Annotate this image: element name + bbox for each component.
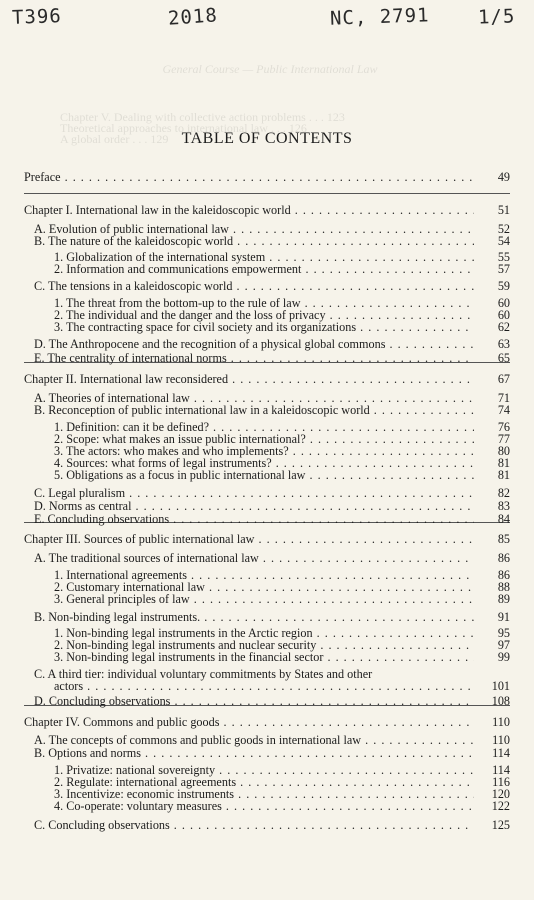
bleed-line: A global order . . . 129 (60, 132, 169, 146)
toc-page-number: 65 (497, 351, 510, 365)
toc-entry (24, 746, 510, 760)
toc-entry (24, 694, 510, 708)
toc-page-number: 77 (497, 432, 510, 446)
toc-entry (24, 468, 510, 482)
toc-page-number: 95 (497, 626, 510, 640)
toc-page-number: 67 (497, 372, 510, 386)
toc-page-number: 99 (497, 650, 510, 664)
toc-entry (24, 351, 510, 365)
toc-page-number: 76 (497, 420, 510, 434)
toc-page-number: 81 (497, 468, 510, 482)
toc-page-number: 55 (497, 250, 510, 264)
toc-entry-title: 1. Definition: can it be defined? . . . (24, 420, 474, 434)
toc-entry (24, 818, 510, 832)
toc-page-number: 101 (491, 679, 510, 693)
toc-entry-title: D. The Anthropocene and the recognition of a physical global commons . . . (24, 337, 474, 351)
toc-page-number: 110 (492, 733, 510, 747)
toc-entry-title: Preface . . . (24, 170, 474, 184)
bleed-through-header: General Course — Public International Law (162, 62, 378, 76)
toc-page-number: 52 (497, 222, 510, 236)
toc-entry-title: Chapter I. International law in the kaleidoscopic world . . . (24, 203, 474, 217)
toc-entry-title: 1. International agreements . . . (24, 568, 474, 582)
toc-entry-title: C. The tensions in a kaleidoscopic world . . . (24, 279, 474, 293)
toc-page-number: 122 (491, 799, 510, 813)
toc-page-number: 59 (497, 279, 510, 293)
toc-entry-title: A. Theories of international law . . . (24, 391, 474, 405)
toc-page-number: 97 (497, 638, 510, 652)
toc-entry (24, 499, 510, 513)
toc-entry-title: A. Evolution of public international law . . . (24, 222, 474, 236)
toc-entry-title: 3. Non-binding legal instruments in the financial sector . . . (24, 650, 474, 664)
toc-page-number: 125 (491, 818, 510, 832)
toc-page-number: 108 (491, 694, 510, 708)
toc-page-number: 54 (497, 234, 510, 248)
toc-entry-title: B. The nature of the kaleidoscopic world . . . (24, 234, 474, 248)
toc-entry-title: B. Options and norms . . . (24, 746, 474, 760)
toc-entry (24, 799, 510, 813)
toc-chapter-entry (24, 170, 510, 184)
toc-page-number: 86 (497, 568, 510, 582)
toc-page-number: 60 (497, 308, 510, 322)
toc-page-number: 89 (497, 592, 510, 606)
toc-page-number: 71 (497, 391, 510, 405)
toc-page-number: 85 (497, 532, 510, 546)
toc-entry (24, 279, 510, 293)
toc-page-number: 63 (497, 337, 510, 351)
toc-entry (24, 650, 510, 664)
handwritten-reference: NC, 2791 (329, 4, 430, 30)
toc-page-number: 60 (497, 296, 510, 310)
toc-entry-title: 1. Privatize: national sovereignty . . . (24, 763, 474, 777)
toc-page-number: 74 (497, 403, 510, 417)
toc-entry-title: 2. The individual and the danger and the loss of privacy . . . (24, 308, 474, 322)
page-title: TABLE OF CONTENTS (181, 130, 353, 147)
toc-page-number: 81 (497, 456, 510, 470)
toc-entry-title: 3. General principles of law . . . (24, 592, 474, 606)
toc-entry (24, 403, 510, 417)
toc-entry-title: 2. Non-binding legal instruments and nuclear security . . . (24, 638, 474, 652)
toc-entry-title: C. Concluding observations . . . (24, 818, 474, 832)
toc-page-number: 114 (492, 746, 510, 760)
toc-entry-title: D. Concluding observations . . . (24, 694, 474, 708)
toc-entry-title: 4. Co-operate: voluntary measures . . . (24, 799, 474, 813)
toc-page-number: 116 (492, 775, 510, 789)
toc-page-number: 49 (497, 170, 510, 184)
toc-entry-title: 1. The threat from the bottom-up to the rule of law . . . (24, 296, 474, 310)
toc-entry-title: A. The traditional sources of international law . . . (24, 551, 474, 565)
toc-entry-title: B. Non-binding legal instruments. . . . (24, 610, 474, 624)
toc-entry-title: D. Norms as central . . . (24, 499, 474, 513)
toc-entry-title: 2. Customary international law . . . (24, 580, 474, 594)
toc-entry-title: Chapter IV. Commons and public goods . . . (24, 715, 474, 729)
toc-entry-title: Chapter II. International law reconsidered . . . (24, 372, 474, 386)
toc-entry-title: 3. Incentivize: economic instruments . . . (24, 787, 474, 801)
toc-page-number: 82 (497, 486, 510, 500)
toc-entry-title: 2. Regulate: international agreements . . . (24, 775, 474, 789)
handwritten-shelf-mark: T396 (11, 5, 63, 29)
toc-entry-title: 4. Sources: what forms of legal instruments? . . . (24, 456, 474, 470)
toc-entry-title: actors . . . (24, 679, 474, 693)
toc-entry (24, 733, 510, 747)
toc-entry (24, 679, 510, 693)
toc-entry-title: C. A third tier: individual voluntary commitments by States and other (34, 667, 373, 681)
toc-page-number: 84 (497, 512, 510, 526)
toc-entry (24, 512, 510, 526)
handwritten-volume: 1/5 (477, 5, 516, 29)
toc-page-number: 110 (492, 715, 510, 729)
toc-chapter-entry (24, 203, 510, 217)
toc-entry-title: 3. The contracting space for civil society and its organizations . . . (24, 320, 474, 334)
toc-entry (24, 486, 510, 500)
toc-page-number: 51 (497, 203, 510, 217)
toc-chapter-entry (24, 372, 510, 386)
toc-entry-title: B. Reconception of public international law in a kaleidoscopic world . . . (24, 403, 474, 417)
toc-page-number: 83 (497, 499, 510, 513)
toc-entry (24, 551, 510, 565)
bleed-line: Chapter V. Dealing with collective action problems . . . 123 (60, 110, 345, 124)
toc-entry-title: Chapter III. Sources of public international law . . . (24, 532, 474, 546)
toc-chapter-entry (24, 715, 510, 729)
toc-page-number: 88 (497, 580, 510, 594)
toc-entry (24, 610, 510, 624)
toc-entry-title: 1. Non-binding legal instruments in the Arctic region . . . (24, 626, 474, 640)
toc-entry-title: E. Concluding observations . . . (24, 512, 474, 526)
toc-entry (24, 262, 510, 276)
toc-page-number: 114 (492, 763, 510, 777)
toc-entry-title: 5. Obligations as a focus in public international law . . . (24, 468, 474, 482)
toc-page-number: 57 (497, 262, 510, 276)
toc-entry (24, 320, 510, 334)
toc-entry (24, 234, 510, 248)
toc-entry-title: A. The concepts of commons and public goods in international law . . . (24, 733, 474, 747)
toc-page-number: 91 (497, 610, 510, 624)
toc-entry (24, 592, 510, 606)
toc-page-number: 62 (497, 320, 510, 334)
toc-entry-title: C. Legal pluralism . . . (24, 486, 474, 500)
toc-entry-title: 2. Scope: what makes an issue public international? . . . (24, 432, 474, 446)
toc-page-number: 80 (497, 444, 510, 458)
bleed-line: Theoretical approaches to international law . . . 126 (60, 121, 307, 135)
handwritten-year: 2018 (167, 4, 219, 30)
toc-entry (24, 337, 510, 351)
toc-chapter-entry (24, 532, 510, 546)
toc-page-number: 86 (497, 551, 510, 565)
toc-entry-title: E. The centrality of international norms . . . (24, 351, 474, 365)
toc-page-number: 120 (491, 787, 510, 801)
toc-entry-title: 3. The actors: who makes and who implements? . . . (24, 444, 474, 458)
toc-entry-title: 1. Globalization of the international system . . . (24, 250, 474, 264)
divider (24, 193, 510, 194)
toc-entry-title: 2. Information and communications empowerment . . . (24, 262, 474, 276)
